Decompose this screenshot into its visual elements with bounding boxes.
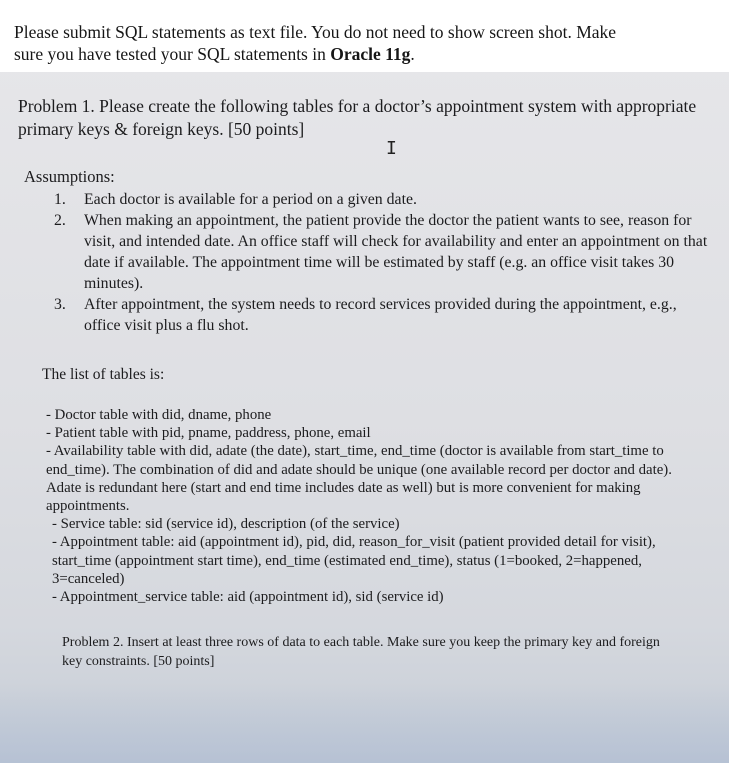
- text-cursor-icon: I: [386, 138, 397, 159]
- instructions-line-2: sure you have tested your SQL statements in: [14, 44, 331, 64]
- assumption-item: [54, 294, 714, 336]
- table-item-doctor: - Doctor table with did, dname, phone: [46, 407, 272, 423]
- instructions-text: [14, 21, 714, 65]
- problem-1-heading: Problem 1. Please create the following tables for a doctor’s appointment system with appropriate primary keys & foreign keys. [50 points]: [18, 96, 697, 139]
- instructions-header: [0, 0, 729, 72]
- assumption-number: 1.: [54, 191, 66, 208]
- table-item-availability: - Availability table with did, adate (the date), start_time, end_time (doctor is available from start_time to end_time). The combination of did and adate should be unique (one available record per doctor and date). Adate is redundant here (start and end time includes date as well) but is more convenient for making appointments.: [46, 443, 672, 515]
- problem-2-heading: Problem 2. Insert at least three rows of data to each table. Make sure you keep the primary key and foreign key constraints. [50 points]: [62, 635, 660, 669]
- assumption-text: Each doctor is available for a period on a given date.: [84, 191, 417, 208]
- tables-list-title: The list of tables is:: [42, 366, 165, 383]
- assumption-item: [54, 210, 714, 294]
- instructions-line-2-end: .: [410, 44, 415, 64]
- table-item-appointment-service: - Appointment_service table: aid (appointment id), sid (service id): [52, 589, 444, 606]
- table-item-patient: - Patient table with pid, pname, paddress, phone, email: [46, 425, 371, 442]
- assumptions-title: Assumptions:: [24, 167, 115, 186]
- assumption-number: 3.: [54, 296, 66, 313]
- assumptions-list: [54, 189, 714, 336]
- tables-list: [46, 406, 686, 606]
- table-item-appointment: - Appointment table: aid (appointment id), pid, did, reason_for_visit (patient provided detail for visit), start_time (appointment start time), end_time (estimated end_time), status (1=booked, 2=happened, 3=canceled): [52, 534, 656, 587]
- assumption-text: When making an appointment, the patient provide the doctor the patient wants to see, reason for visit, and intended date. An office staff will check for availability and enter an appointment on that date if available. The appointment time will be estimated by staff (e.g. an office visit takes 30 minutes).: [84, 212, 708, 292]
- assumption-number: 2.: [54, 212, 66, 229]
- assumption-text: After appointment, the system needs to record services provided during the appointment, e.g., office visit plus a flu shot.: [84, 296, 677, 334]
- oracle-version: Oracle 11g: [330, 44, 411, 64]
- instructions-line-1: Please submit SQL statements as text file. You do not need to show screen shot. Make: [14, 22, 617, 42]
- assumption-item: [54, 189, 714, 210]
- table-item-service: - Service table: sid (service id), description (of the service): [52, 516, 400, 533]
